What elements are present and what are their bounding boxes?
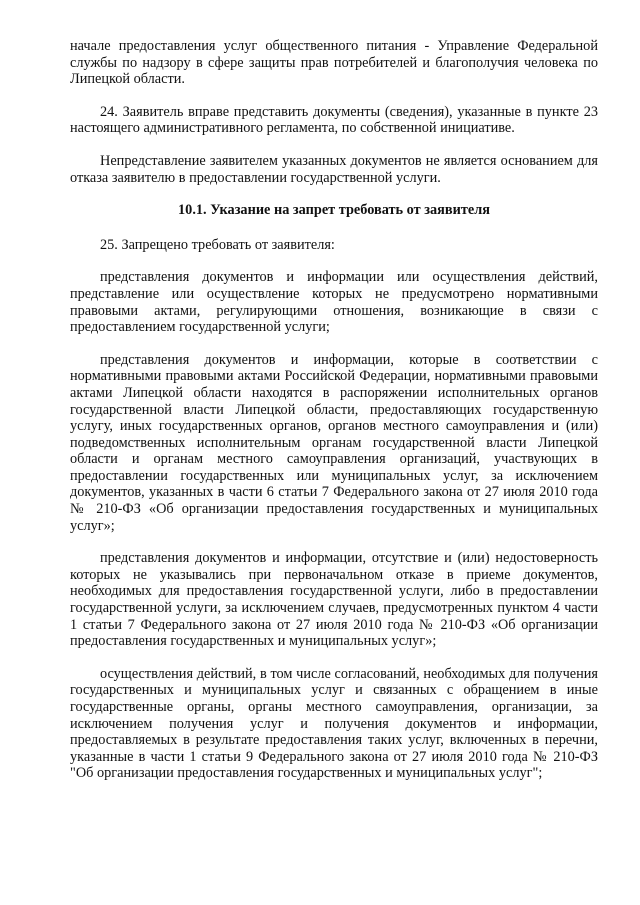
list-item-documents-not-indicated: представления документов и информации, отсутствие и (или) недостоверность которых не указывались при первоначальном отказе в приеме документов, необходимых для предоставления государственной услуги, либо в предоставлении государственной услуги, за исключением случаев, предусмотренных пунктом 4 части 1 статьи 7 Федерального закона от 27 июля 2010 года № 210-ФЗ «Об организации предоставления государственных и муниципальных услуг»;	[70, 550, 598, 650]
paragraph-non-submission: Непредставление заявителем указанных документов не является основанием для отказа заявителю в предоставлении государственной услуги.	[70, 152, 598, 186]
paragraph-continuation: начале предоставления услуг общественного питания - Управление Федеральной службы по надзору в сфере защиты прав потребителей и благополучия человека по Липецкой области.	[70, 38, 598, 88]
list-item-documents-not-required: представления документов и информации или осуществления действий, представление или осуществление которых не предусмотрено нормативными правовыми актами, регулирующими отношения, возникающие в связи с предоставлением государственной услуги;	[70, 269, 598, 336]
paragraph-24: 24. Заявитель вправе представить документы (сведения), указанные в пункте 23 настоящего административного регламента, по собственной инициативе.	[70, 103, 598, 137]
section-heading: 10.1. Указание на запрет требовать от заявителя	[178, 202, 490, 219]
paragraph-25: 25. Запрещено требовать от заявителя:	[100, 236, 335, 253]
list-item-documents-held-by-agencies: представления документов и информации, которые в соответствии с нормативными правовыми актами Российской Федерации, нормативными правовыми актами Липецкой области находятся в распоряжении исполнительных органов государственной власти Липецкой области, предоставляющих государственную услугу, иных государственных органов, органов местного самоуправления и (или) подведомственных исполнительным органам государственной власти Липецкой области и органам местного самоуправления организаций, участвующих в предоставлении государственных или муниципальных услуг, за исключением документов, указанных в части 6 статьи 7 Федерального закона от 27 июля 2010 года № 210-ФЗ «Об организации предоставления государственных и муниципальных услуг»;	[70, 351, 598, 534]
list-item-actions-approvals: осуществления действий, в том числе согласований, необходимых для получения государственных и муниципальных услуг и связанных с обращением в иные государственные органы, органы местного самоуправления, организации, за исключением получения услуг и получения документов и информации, предоставляемых в результате предоставления таких услуг, включенных в перечни, указанные в части 1 статьи 9 Федерального закона от 27 июля 2010 года № 210-ФЗ "Об организации предоставления государственных и муниципальных услуг";	[70, 665, 598, 782]
